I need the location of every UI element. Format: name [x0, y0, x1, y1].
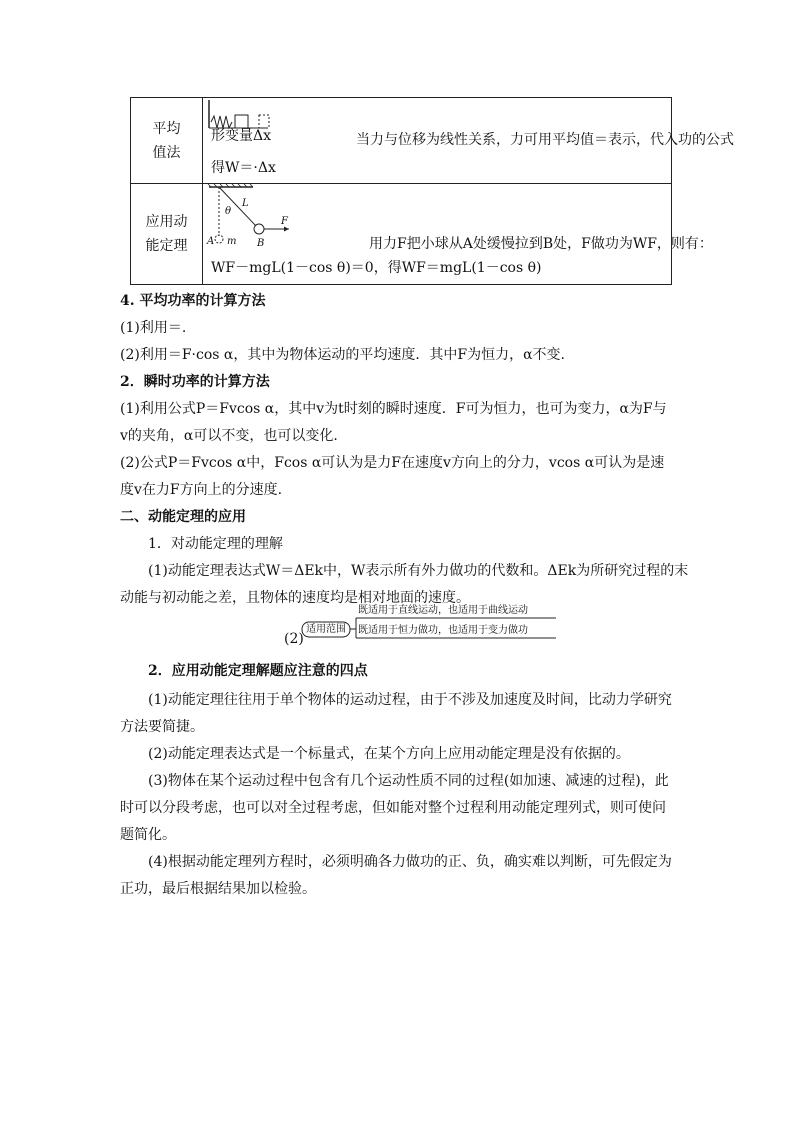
scope-box-label: 适用范围	[306, 624, 346, 635]
paragraph-line: (3)物体在某个运动过程中包含有几个运动性质不同的过程(如加速、减速的过程)，此	[148, 773, 669, 789]
paragraph-line: (4)根据动能定理列方程时，必须明确各力做功的正、负，确实难以判断，可先假定为	[148, 854, 672, 870]
paragraph-line: (2)动能定理表达式是一个标量式，在某个方向上应用动能定理是没有依据的。	[148, 746, 630, 762]
subheading-four-points: 2．应用动能定理解题应注意的四点	[148, 663, 368, 679]
angle-label: θ	[225, 206, 232, 217]
point-a-label: A	[207, 236, 215, 247]
paragraph-line: 方法要简捷。	[120, 719, 204, 735]
table-row-average-value	[131, 98, 672, 184]
method-name-cell	[131, 98, 203, 184]
method-name-cell	[131, 184, 203, 285]
paragraph-line: (1)动能定理表达式W＝ΔEk中，W表示所有外力做功的代数和。ΔEk为所研究过程的末	[148, 563, 689, 579]
paragraph-line: 时可以分段考虑，也可以对全过程考虑，但如能对整个过程利用动能定理列式，则可使问	[120, 800, 666, 816]
paragraph-line: (1)动能定理往往用于单个物体的运动过程，由于不涉及加速度及时间，比动力学研究	[148, 692, 672, 708]
methods-table	[130, 97, 734, 285]
subheading-understanding: 1．对动能定理的理解	[148, 536, 283, 552]
method-name-line2: 能定理	[145, 238, 188, 254]
mass-label: m	[227, 236, 237, 247]
section-heading-average-power: 4. 平均功率的计算方法	[120, 293, 266, 309]
method-name-line1: 应用动	[145, 214, 188, 230]
average-value-text-line1: 当力与位移为线性关系，力可用平均值＝表示，代入功的公式	[356, 132, 734, 148]
kinetic-text-line2: WF－mgL(1－cos θ)＝0，得WF＝mgL(1－cos θ)	[211, 260, 542, 276]
method-content-cell	[203, 184, 713, 285]
paragraph-line: v的夹角，α可以不变，也可以变化.	[120, 428, 338, 444]
diagram-prefix: (2)	[284, 631, 304, 647]
average-value-text-line2: 得W＝·Δx	[211, 160, 276, 176]
paragraph-line: 题简化。	[120, 827, 176, 843]
paragraph-line: (1)利用公式P＝Fvcos α，其中v为t时刻的瞬时速度．F可为恒力，也可为变力，α为F与	[120, 401, 667, 417]
table-row-kinetic-theorem	[131, 184, 672, 285]
method-content-cell	[203, 98, 734, 184]
method-name-line2: 值法	[152, 144, 181, 161]
kinetic-text-line1: 用力F把小球从A处缓慢拉到B处，F做功为WF，则有：	[369, 236, 713, 252]
paragraph-line: 正功，最后根据结果加以检验。	[120, 881, 316, 897]
force-label: F	[281, 216, 288, 227]
paragraph-line: (2)利用＝F·cos α，其中为物体运动的平均速度．其中F为恒力，α不变.	[120, 347, 565, 363]
paragraph-line: (1)利用＝.	[120, 320, 187, 336]
paragraph-line: 动能与初动能之差，且物体的速度均是相对地面的速度。	[120, 590, 470, 606]
section-heading-instant-power: 2．瞬时功率的计算方法	[120, 374, 270, 390]
point-b-label: B	[257, 238, 265, 249]
deformation-label: 形变量Δx	[211, 128, 272, 144]
chapter-heading-kinetic-theorem: 二、动能定理的应用	[120, 509, 246, 525]
scope-branch-1: 既适用于直线运动，也适用于曲线运动	[358, 605, 528, 616]
length-label: L	[242, 198, 249, 209]
scope-branch-2: 既适用于恒力做功，也适用于变力做功	[358, 625, 528, 636]
spring-figure	[207, 100, 277, 130]
method-name-line1: 平均	[152, 120, 181, 137]
paragraph-line: (2)公式P＝Fvcos α中，Fcos α可认为是力F在速度v方向上的分力，vcos α可认为是速	[120, 455, 665, 471]
paragraph-line: 度v在力F方向上的分速度.	[120, 482, 283, 498]
